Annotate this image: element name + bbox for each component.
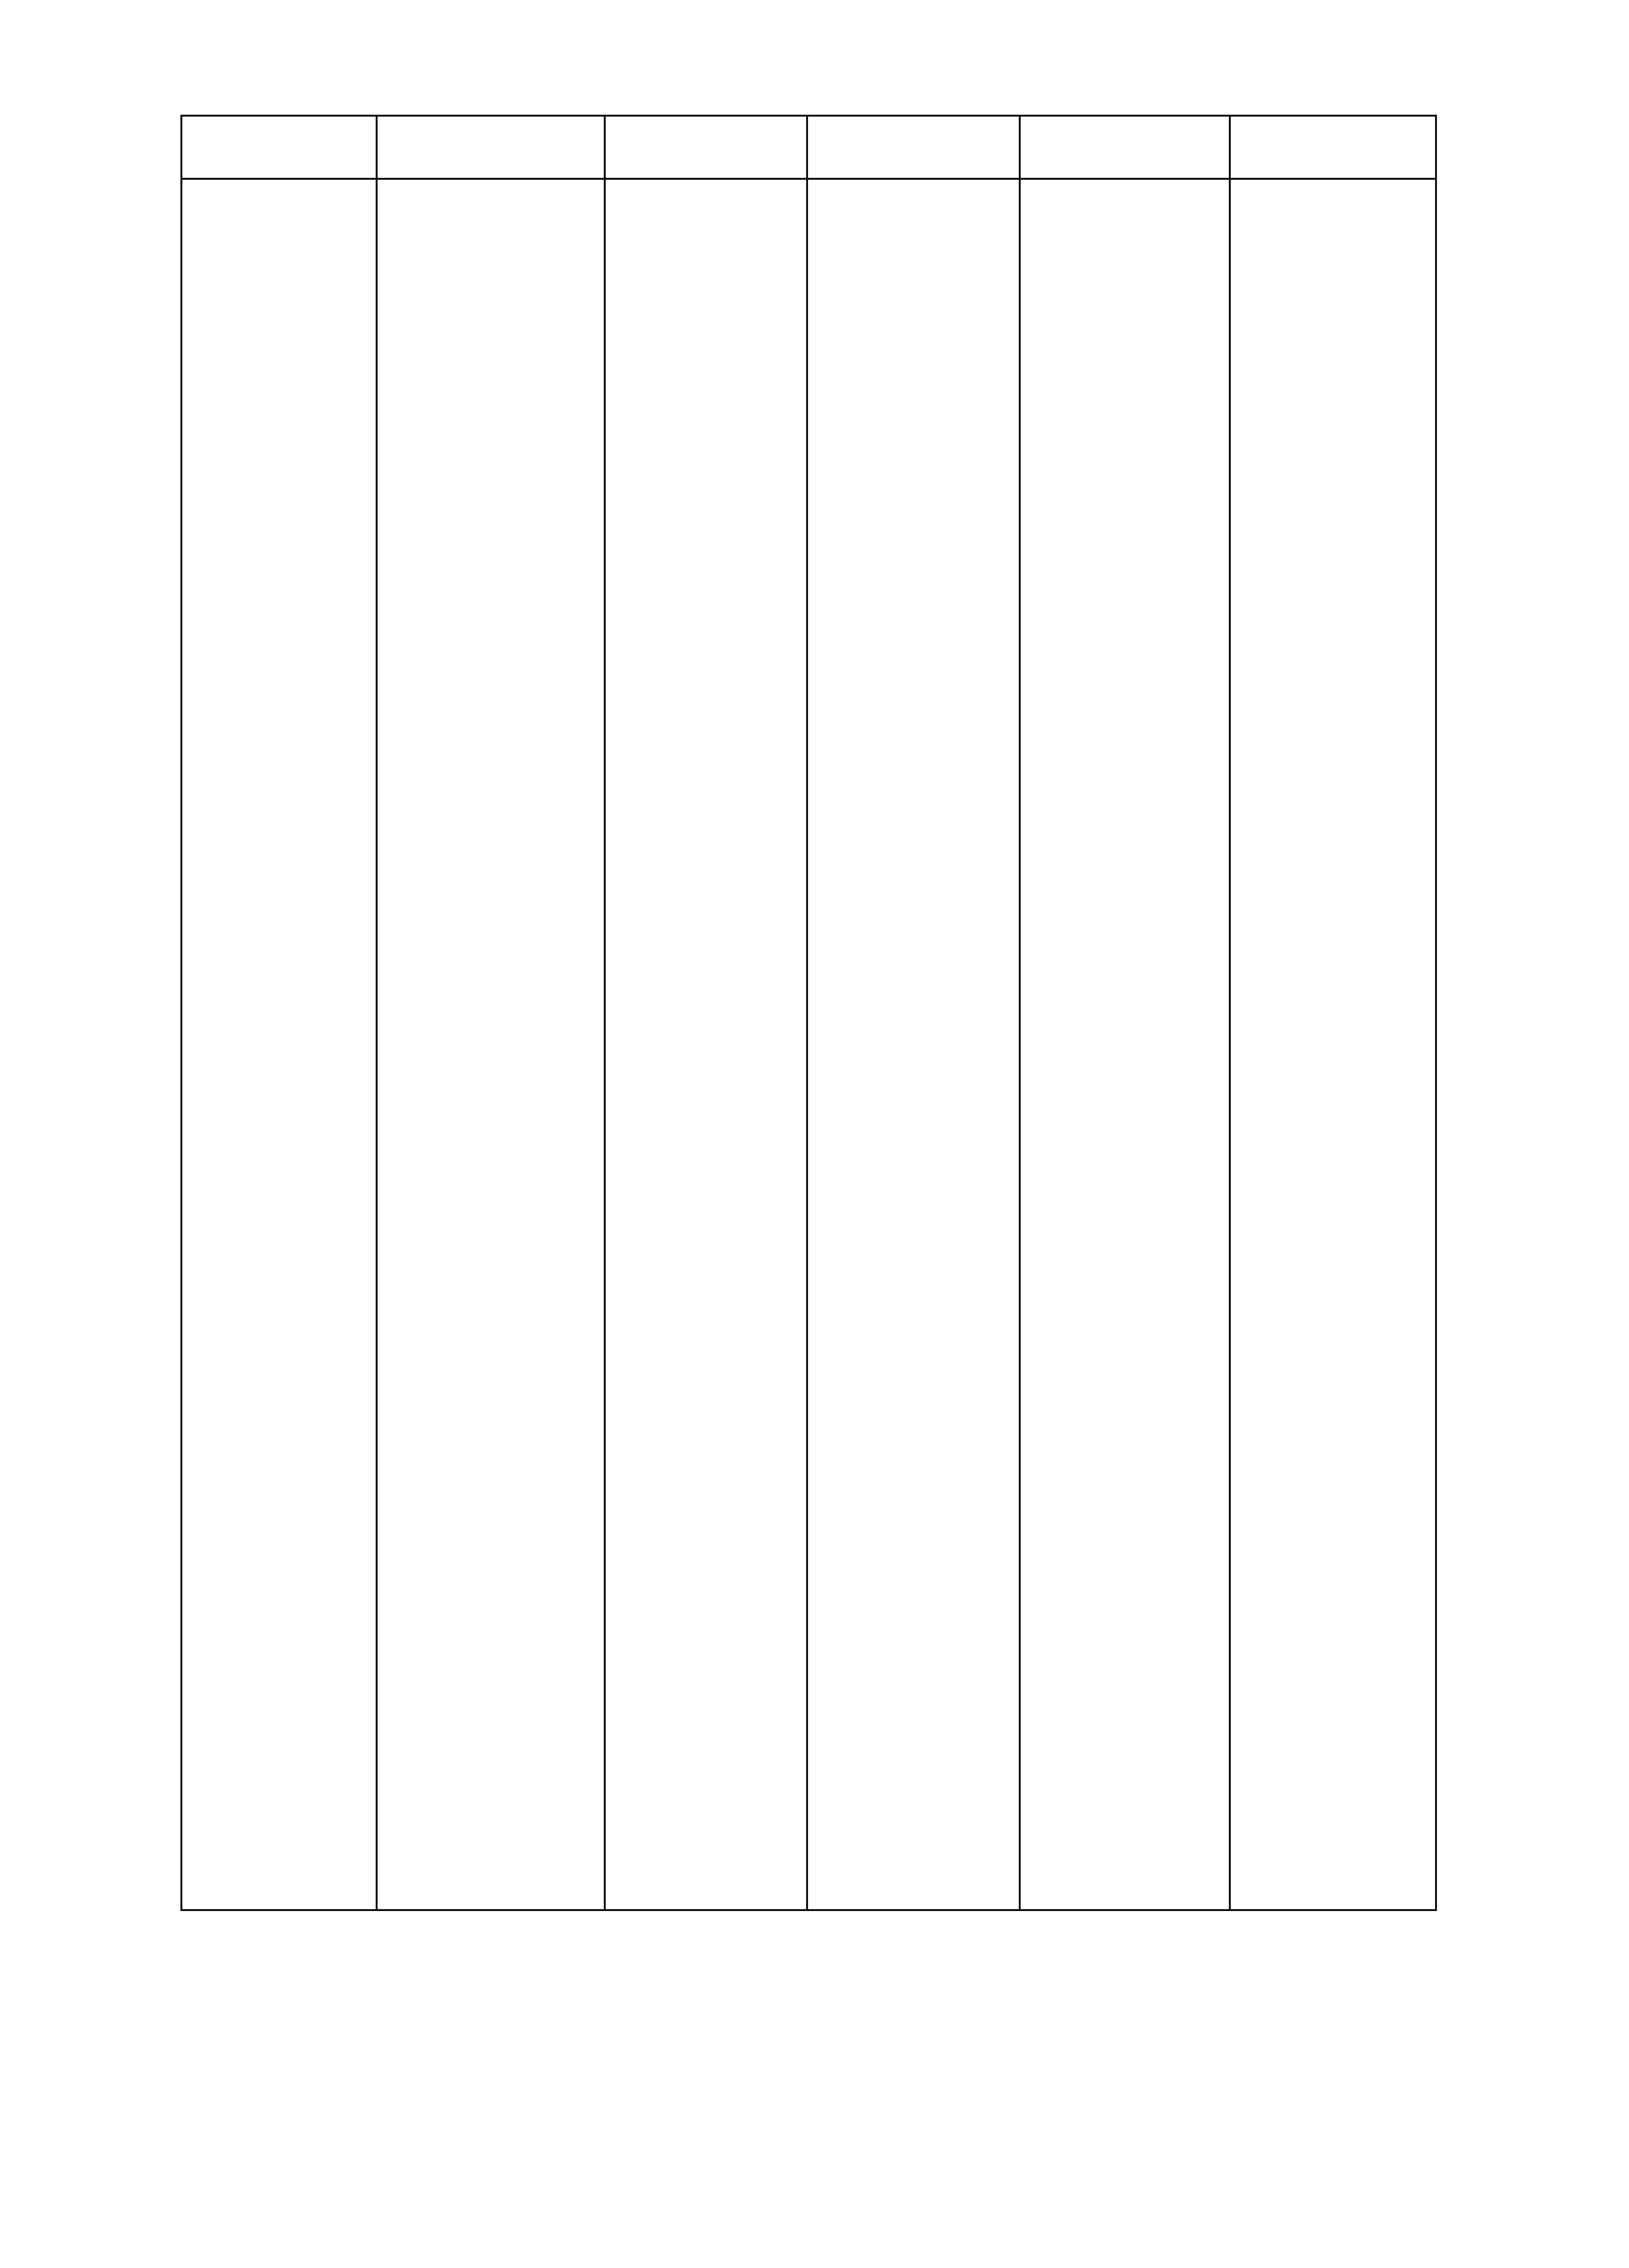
rows-column-3 xyxy=(1019,117,1435,1909)
numerical-index-table xyxy=(180,115,1437,1911)
rows-column-2 xyxy=(604,117,1019,1909)
rows-column-1 xyxy=(182,117,604,1909)
